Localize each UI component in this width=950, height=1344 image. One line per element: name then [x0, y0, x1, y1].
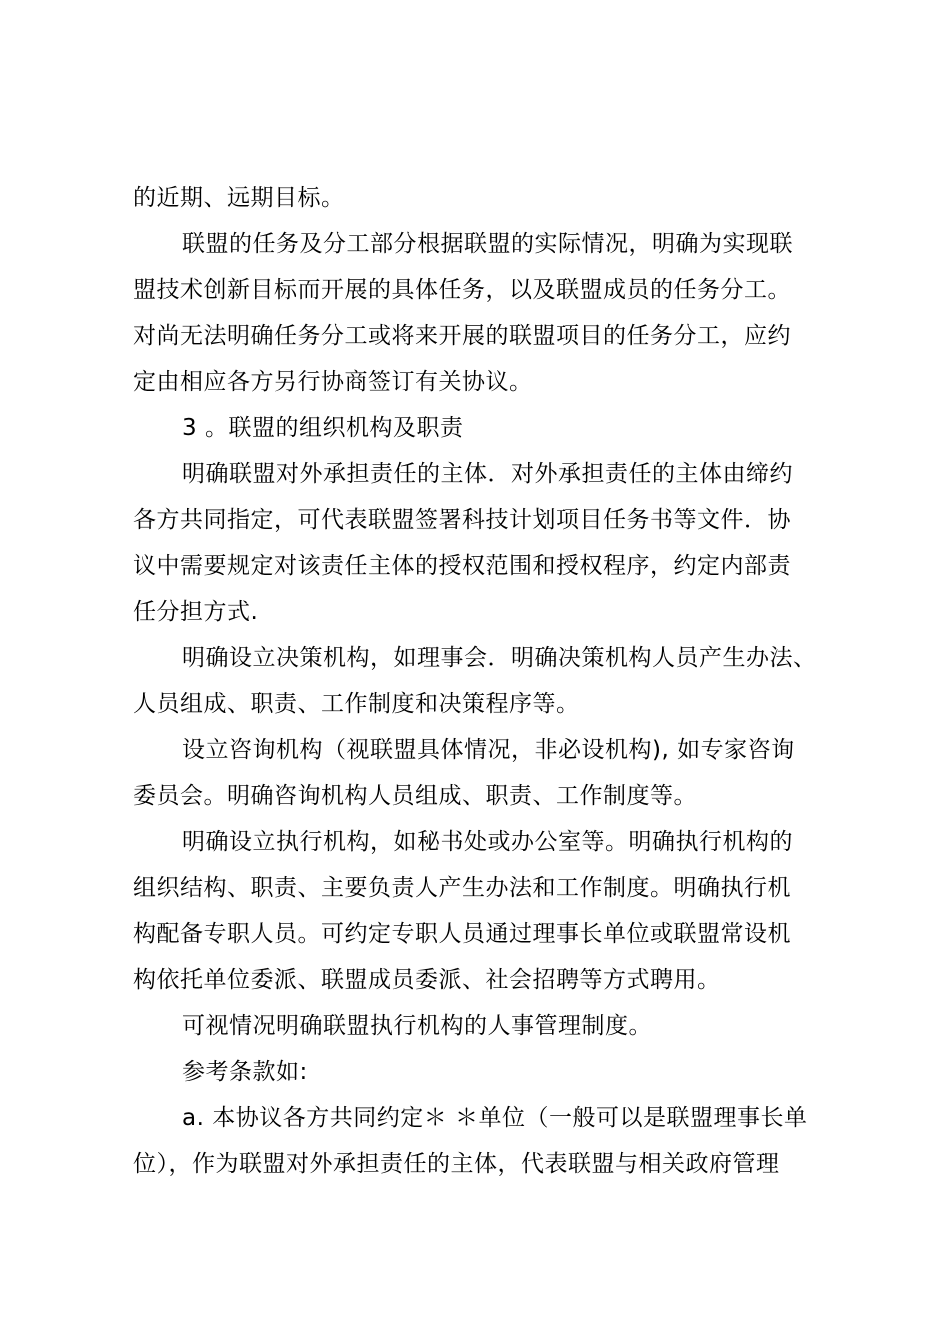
paragraph-start: 明确设立决策机构，如理事会．明确决策机构人员产生办法、 — [182, 645, 817, 671]
text-line: 位），作为联盟对外承担责任的主体，代表联盟与相关政府管理 — [133, 1151, 780, 1177]
text-line: 构依托单位委派、联盟成员委派、社会招聘等方式聘用。 — [133, 967, 721, 993]
text-line: 对尚无法明确任务分工或将来开展的联盟项目的任务分工，应约 — [133, 323, 791, 349]
paragraph-start: 参考条款如: — [182, 1059, 308, 1085]
text-line: 定由相应各方另行协商签订有关协议。 — [133, 369, 533, 395]
paragraph-start: 明确联盟对外承担责任的主体．对外承担责任的主体由缔约 — [182, 461, 793, 487]
text-line: 各方共同指定，可代表联盟签署科技计划项目任务书等文件．协 — [133, 507, 791, 533]
text-line: 构配备专职人员。可约定专职人员通过理事长单位或联盟常设机 — [133, 921, 791, 947]
text-line: 人员组成、职责、工作制度和决策程序等。 — [133, 691, 580, 717]
text-line: 组织结构、职责、主要负责人产生办法和工作制度。明确执行机 — [133, 875, 791, 901]
text-line: 委员会。明确咨询机构人员组成、职责、工作制度等。 — [133, 783, 697, 809]
paragraph-start: 可视情况明确联盟执行机构的人事管理制度。 — [182, 1013, 652, 1039]
clause-a: a. 本协议各方共同约定＊ ＊单位（一般可以是联盟理事长单 — [182, 1105, 808, 1131]
text-line: 的近期、远期目标。 — [133, 185, 345, 211]
section-heading: 3 。联盟的组织机构及职责 — [182, 415, 464, 441]
text-line: 议中需要规定对该责任主体的授权范围和授权程序，约定内部责 — [133, 553, 791, 579]
text-line: 任分担方式. — [133, 599, 259, 625]
paragraph-start: 明确设立执行机构，如秘书处或办公室等。明确执行机构的 — [182, 829, 793, 855]
text-line: 盟技术创新目标而开展的具体任务，以及联盟成员的任务分工。 — [133, 277, 791, 303]
paragraph-start: 设立咨询机构（视联盟具体情况，非必设机构), 如专家咨询 — [182, 737, 795, 763]
paragraph-start: 联盟的任务及分工部分根据联盟的实际情况，明确为实现联 — [182, 231, 793, 257]
